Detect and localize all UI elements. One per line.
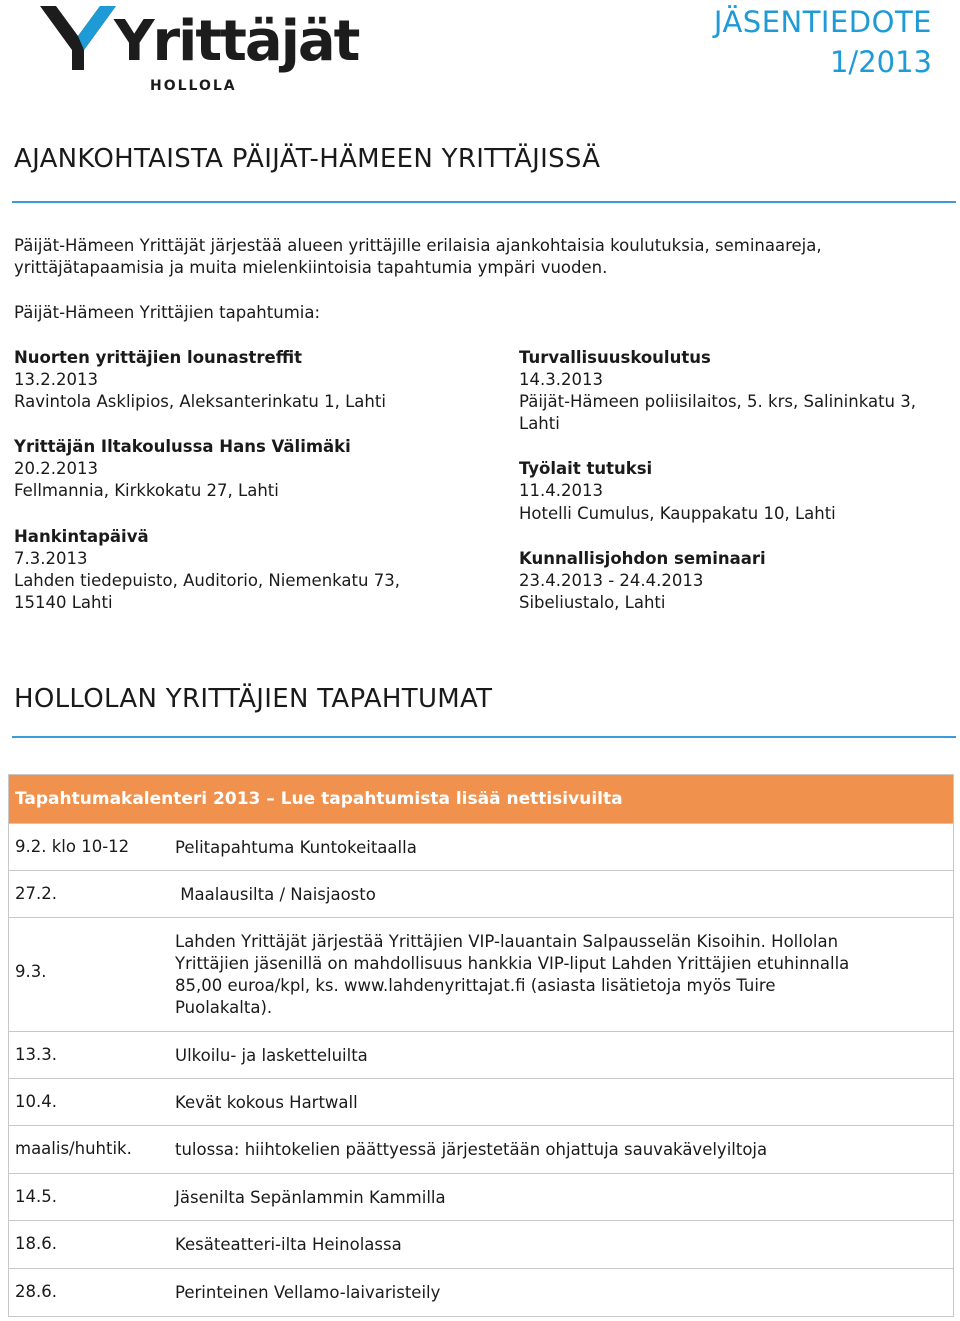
- calendar-date: 14.5.: [15, 1187, 57, 1206]
- calendar-description-line: Yrittäjien jäsenillä on mahdollisuus hankkia VIP-liput Lahden Yrittäjien etuhinnalla: [175, 954, 850, 973]
- calendar-description-line: 85,00 euroa/kpl, ks. www.lahdenyrittajat.fi (asiasta lisätietoja myös Tuire: [175, 976, 776, 995]
- event-title: Hankintapäivä: [14, 527, 149, 546]
- calendar-description: [175, 837, 913, 859]
- event-title: Yrittäjän Iltakoulussa Hans Välimäki: [14, 437, 351, 456]
- event-place: Sibeliustalo, Lahti: [519, 593, 666, 612]
- calendar-description: [175, 931, 913, 1019]
- calendar-description: [175, 1282, 913, 1304]
- event-place: Ravintola Asklipios, Aleksanterinkatu 1, Lahti: [14, 392, 386, 411]
- calendar-row: [9, 1268, 953, 1317]
- events-heading: Päijät-Hämeen Yrittäjien tapahtumia:: [14, 303, 321, 322]
- event-date: 13.2.2013: [14, 370, 98, 389]
- event-place: Hotelli Cumulus, Kauppakatu 10, Lahti: [519, 504, 836, 523]
- event-calendar-table: [8, 774, 954, 1317]
- event-title: Turvallisuuskoulutus: [519, 348, 711, 367]
- section-title-hollola-events: HOLLOLAN YRITTÄJIEN TAPAHTUMAT: [14, 684, 493, 714]
- calendar-row: [9, 917, 953, 1032]
- calendar-date: 13.3.: [15, 1045, 57, 1064]
- calendar-date: 10.4.: [15, 1092, 57, 1111]
- calendar-description-line: Jäsenilta Sepänlammin Kammilla: [175, 1188, 446, 1207]
- section-divider: [12, 201, 956, 203]
- calendar-description-line: Kesäteatteri-ilta Heinolassa: [175, 1235, 402, 1254]
- event-place-line-2: Lahti: [519, 414, 560, 433]
- calendar-row: [9, 823, 953, 871]
- event-place-line-2: 15140 Lahti: [14, 593, 113, 612]
- calendar-date: maalis/huhtik.: [15, 1139, 132, 1158]
- event-place: Päijät-Hämeen poliisilaitos, 5. krs, Salininkatu 3,: [519, 392, 917, 411]
- calendar-date: 27.2.: [15, 884, 57, 903]
- calendar-description: [175, 1092, 913, 1114]
- calendar-date: 28.6.: [15, 1282, 57, 1301]
- calendar-row: [9, 1220, 953, 1269]
- yrittajat-hollola-logo: [40, 6, 359, 98]
- calendar-header: Tapahtumakalenteri 2013 – Lue tapahtumista lisää nettisivuilta: [9, 775, 953, 823]
- section-divider: [12, 736, 956, 738]
- intro-line-2: yrittäjätapaamisia ja muita mielenkiintoisia tapahtumia ympäri vuoden.: [14, 258, 608, 277]
- calendar-description: [175, 884, 913, 906]
- calendar-date: 18.6.: [15, 1234, 57, 1253]
- event-title: Työlait tutuksi: [519, 459, 653, 478]
- calendar-description-line: Kevät kokous Hartwall: [175, 1093, 358, 1112]
- event-date: 14.3.2013: [519, 370, 603, 389]
- calendar-row: [9, 1078, 953, 1126]
- calendar-row: [9, 1125, 953, 1174]
- bulletin-title: JÄSENTIEDOTE: [713, 5, 932, 39]
- event-date: 23.4.2013 - 24.4.2013: [519, 571, 704, 590]
- calendar-row: [9, 1031, 953, 1079]
- calendar-date: 9.3.: [15, 962, 47, 981]
- section-title-current-events: AJANKOHTAISTA PÄIJÄT-HÄMEEN YRITTÄJISSÄ: [14, 144, 601, 174]
- calendar-description-line: Maalausilta / Naisjaosto: [175, 885, 376, 904]
- calendar-description-line: tulossa: hiihtokelien päättyessä järjestetään ohjattuja sauvakävelyiltoja: [175, 1140, 768, 1159]
- calendar-description: [175, 1139, 913, 1161]
- event-title: Kunnallisjohdon seminaari: [519, 549, 766, 568]
- calendar-row: [9, 1173, 953, 1221]
- event-title: Nuorten yrittäjien lounastreffit: [14, 348, 302, 367]
- logo-subtitle: HOLLOLA: [150, 78, 237, 94]
- calendar-description: [175, 1187, 913, 1209]
- calendar-description-line: Pelitapahtuma Kuntokeitaalla: [175, 838, 417, 857]
- calendar-date: 9.2. klo 10-12: [15, 837, 130, 856]
- bulletin-heading: [714, 2, 932, 82]
- calendar-description-line: Puolakalta).: [175, 998, 273, 1017]
- bulletin-issue: 1/2013: [829, 45, 932, 79]
- calendar-description-line: Lahden Yrittäjät järjestää Yrittäjien VIP-lauantain Salpausselän Kisoihin. Hollolan: [175, 932, 839, 951]
- calendar-row: [9, 870, 953, 918]
- intro-line-1: Päijät-Hämeen Yrittäjät järjestää alueen yrittäjille erilaisia ajankohtaisia koulutuksia, seminaareja,: [14, 236, 822, 255]
- calendar-description-line: Ulkoilu- ja lasketteluilta: [175, 1046, 368, 1065]
- calendar-description: [175, 1234, 913, 1256]
- calendar-description-line: Perinteinen Vellamo-laivaristeily: [175, 1283, 441, 1302]
- event-date: 20.2.2013: [14, 459, 98, 478]
- event-place: Fellmannia, Kirkkokatu 27, Lahti: [14, 481, 279, 500]
- logo-wordmark: Yrittäjät: [114, 9, 359, 74]
- event-date: 7.3.2013: [14, 549, 88, 568]
- logo-chevron-icon: [40, 6, 120, 76]
- event-place: Lahden tiedepuisto, Auditorio, Niemenkatu 73,: [14, 571, 400, 590]
- calendar-description: [175, 1045, 913, 1067]
- event-date: 11.4.2013: [519, 481, 603, 500]
